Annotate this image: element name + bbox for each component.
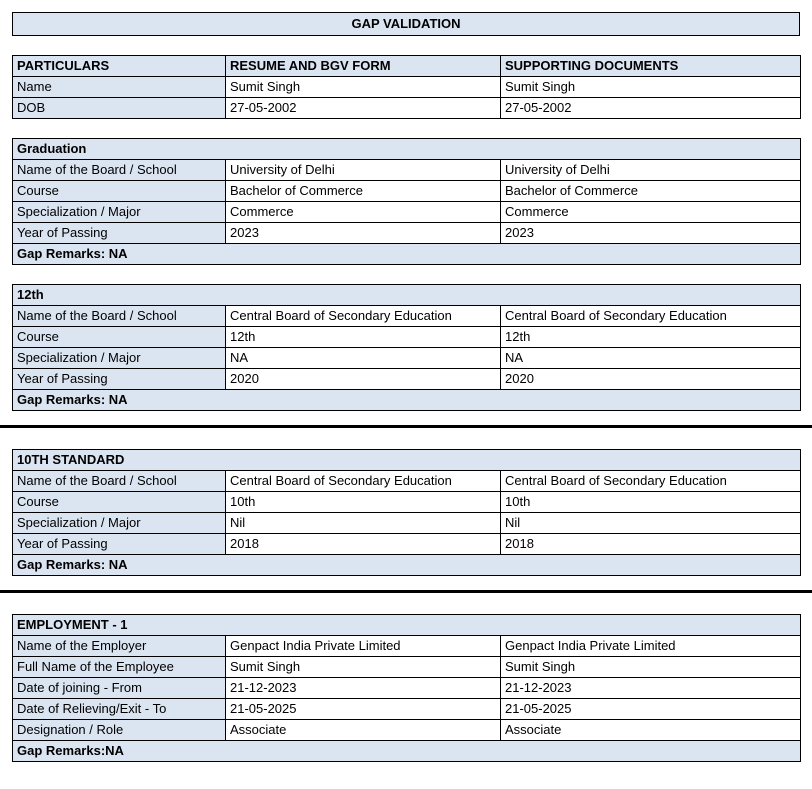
row-label: Specialization / Major (13, 513, 226, 534)
support-value: 2020 (501, 369, 801, 390)
section-title-graduation: Graduation (13, 139, 801, 160)
bgv-value: 10th (226, 492, 501, 513)
support-value: Genpact India Private Limited (501, 636, 801, 657)
row-label: Year of Passing (13, 369, 226, 390)
remarks-row (13, 244, 801, 265)
section-header-row (13, 285, 801, 306)
bgv-value: Central Board of Secondary Education (226, 471, 501, 492)
title-row (13, 13, 800, 36)
bgv-value: 21-12-2023 (226, 678, 501, 699)
col-header-resume-bgv: RESUME AND BGV FORM (226, 56, 501, 77)
section-table-employment-1 (12, 614, 801, 762)
bgv-value: 2020 (226, 369, 501, 390)
row-label: Date of Relieving/Exit - To (13, 699, 226, 720)
row-label: Course (13, 181, 226, 202)
bgv-value: University of Delhi (226, 160, 501, 181)
support-value: 2018 (501, 534, 801, 555)
table-row (13, 348, 801, 369)
row-label-name: Name (13, 77, 226, 98)
row-label: Full Name of the Employee (13, 657, 226, 678)
remarks-row (13, 741, 801, 762)
support-value: NA (501, 348, 801, 369)
bgv-value: Genpact India Private Limited (226, 636, 501, 657)
bgv-value: Nil (226, 513, 501, 534)
row-label: Course (13, 492, 226, 513)
support-value: 12th (501, 327, 801, 348)
col-header-supporting-documents: SUPPORTING DOCUMENTS (501, 56, 801, 77)
section-header-row (13, 139, 801, 160)
row-label: Year of Passing (13, 223, 226, 244)
bgv-value: Central Board of Secondary Education (226, 306, 501, 327)
support-value: 21-12-2023 (501, 678, 801, 699)
support-value: Bachelor of Commerce (501, 181, 801, 202)
table-row (13, 471, 801, 492)
support-value: Nil (501, 513, 801, 534)
bgv-value: 21-05-2025 (226, 699, 501, 720)
section-table-10th-standard (12, 449, 801, 576)
table-row (13, 636, 801, 657)
support-value: 10th (501, 492, 801, 513)
page-title: GAP VALIDATION (13, 13, 800, 36)
section-title-12th: 12th (13, 285, 801, 306)
table-row (13, 657, 801, 678)
table-row (13, 160, 801, 181)
support-value: Commerce (501, 202, 801, 223)
bgv-value: Sumit Singh (226, 657, 501, 678)
section-divider (0, 425, 812, 428)
row-label: Date of joining - From (13, 678, 226, 699)
bgv-value: 2018 (226, 534, 501, 555)
column-header-row (13, 56, 801, 77)
support-value: Associate (501, 720, 801, 741)
table-row (13, 699, 801, 720)
support-value: 21-05-2025 (501, 699, 801, 720)
row-label: Designation / Role (13, 720, 226, 741)
table-row (13, 513, 801, 534)
gap-remarks-graduation: Gap Remarks: NA (13, 244, 801, 265)
particulars-table (12, 55, 801, 119)
col-header-particulars: PARTICULARS (13, 56, 226, 77)
support-value: Central Board of Secondary Education (501, 471, 801, 492)
section-title-10th-standard: 10TH STANDARD (13, 450, 801, 471)
row-label: Course (13, 327, 226, 348)
table-row (13, 181, 801, 202)
support-value: 2023 (501, 223, 801, 244)
table-row (13, 223, 801, 244)
section-title-employment-1: EMPLOYMENT - 1 (13, 615, 801, 636)
row-label: Name of the Employer (13, 636, 226, 657)
support-value-dob: 27-05-2002 (501, 98, 801, 119)
support-value: University of Delhi (501, 160, 801, 181)
support-value: Sumit Singh (501, 657, 801, 678)
bgv-value: NA (226, 348, 501, 369)
bgv-value: Bachelor of Commerce (226, 181, 501, 202)
bgv-value: 2023 (226, 223, 501, 244)
support-value: Central Board of Secondary Education (501, 306, 801, 327)
section-header-row (13, 450, 801, 471)
table-row (13, 327, 801, 348)
row-label: Specialization / Major (13, 348, 226, 369)
bgv-value: 12th (226, 327, 501, 348)
table-row (13, 306, 801, 327)
section-table-graduation (12, 138, 801, 265)
bgv-value: Associate (226, 720, 501, 741)
section-table-12th (12, 284, 801, 411)
table-row (13, 720, 801, 741)
table-row (13, 534, 801, 555)
row-label-dob: DOB (13, 98, 226, 119)
gap-remarks-12th: Gap Remarks: NA (13, 390, 801, 411)
table-row (13, 369, 801, 390)
gap-remarks-10th-standard: Gap Remarks: NA (13, 555, 801, 576)
table-row (13, 77, 801, 98)
gap-remarks-employment-1: Gap Remarks:NA (13, 741, 801, 762)
bgv-value: Commerce (226, 202, 501, 223)
row-label: Year of Passing (13, 534, 226, 555)
title-table (12, 12, 800, 36)
table-row (13, 98, 801, 119)
row-label: Name of the Board / School (13, 471, 226, 492)
remarks-row (13, 390, 801, 411)
remarks-row (13, 555, 801, 576)
table-row (13, 492, 801, 513)
row-label: Name of the Board / School (13, 160, 226, 181)
support-value-name: Sumit Singh (501, 77, 801, 98)
section-header-row (13, 615, 801, 636)
row-label: Specialization / Major (13, 202, 226, 223)
bgv-value-name: Sumit Singh (226, 77, 501, 98)
section-divider (0, 590, 812, 593)
row-label: Name of the Board / School (13, 306, 226, 327)
bgv-value-dob: 27-05-2002 (226, 98, 501, 119)
table-row (13, 202, 801, 223)
table-row (13, 678, 801, 699)
